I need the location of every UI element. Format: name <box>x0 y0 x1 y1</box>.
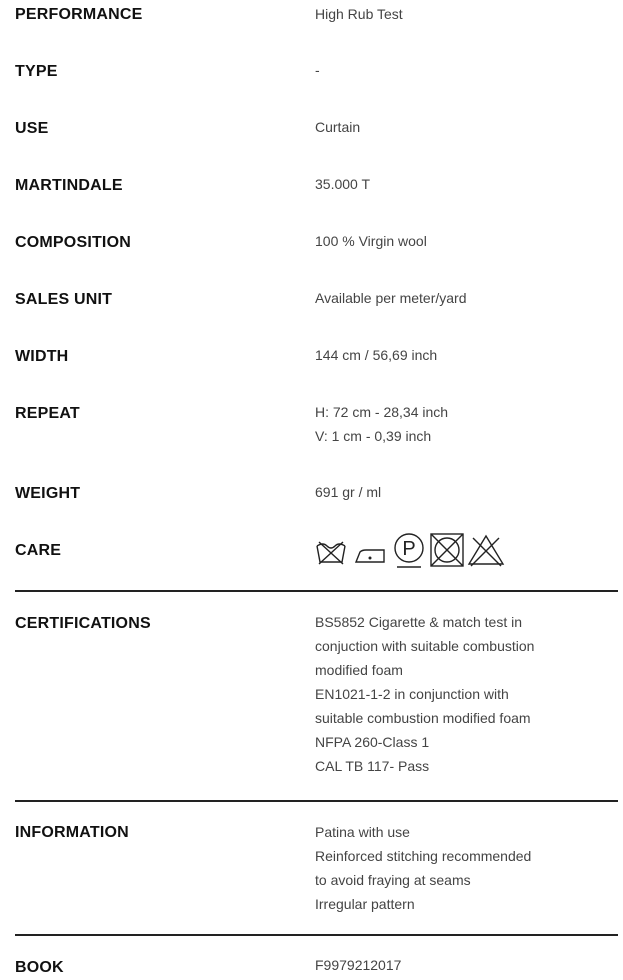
spec-value-line: NFPA 260-Class 1 <box>315 734 430 750</box>
spec-value-line: - <box>315 62 320 78</box>
spec-value: F9979212017 <box>315 957 402 973</box>
dry-clean-p-icon <box>391 530 427 570</box>
spec-value-line: CAL TB 117- Pass <box>315 758 430 774</box>
do-not-wash-icon <box>315 532 347 568</box>
do-not-tumble-dry-icon <box>429 532 465 568</box>
spec-value <box>315 58 615 82</box>
spec-label: CERTIFICATIONS <box>15 615 151 632</box>
spec-value-line: 35.000 T <box>315 176 371 192</box>
spec-value <box>315 115 615 139</box>
spec-label: MARTINDALE <box>15 177 123 194</box>
spec-label: WIDTH <box>15 348 69 365</box>
spec-value <box>315 2 615 26</box>
spec-label: BOOK <box>15 959 64 976</box>
spec-value-line: Irregular pattern <box>315 896 415 912</box>
spec-value-line: EN1021-1-2 in conjunction with <box>315 686 509 702</box>
spec-value-line: V: 1 cm - 0,39 inch <box>315 428 432 444</box>
spec-value-line: High Rub Test <box>315 6 403 22</box>
divider <box>15 800 618 802</box>
divider <box>15 590 618 592</box>
spec-label: COMPOSITION <box>15 234 131 251</box>
spec-value <box>315 610 615 778</box>
spec-value <box>315 343 615 367</box>
spec-label: SALES UNIT <box>15 291 113 308</box>
spec-value <box>315 480 615 504</box>
spec-label: INFORMATION <box>15 824 129 841</box>
spec-label: WEIGHT <box>15 485 81 502</box>
spec-value <box>315 172 615 196</box>
spec-label: REPEAT <box>15 405 80 422</box>
svg-text:P: P <box>402 538 416 560</box>
spec-value-line: 691 gr / ml <box>315 484 382 500</box>
spec-value <box>315 286 615 310</box>
spec-label: USE <box>15 120 49 137</box>
spec-value-line: 100 % Virgin wool <box>315 233 427 249</box>
spec-value-line: BS5852 Cigarette & match test in <box>315 614 522 630</box>
spec-value-line: Patina with use <box>315 824 410 840</box>
spec-value-line: modified foam <box>315 662 403 678</box>
spec-value-line: Curtain <box>315 119 361 135</box>
spec-label: TYPE <box>15 63 58 80</box>
spec-value-line: H: 72 cm - 28,34 inch <box>315 404 449 420</box>
spec-value-line: suitable combustion modified foam <box>315 710 531 726</box>
spec-label: CARE <box>15 542 62 559</box>
divider <box>15 934 618 936</box>
spec-value-line: conjuction with suitable combustion <box>315 638 535 654</box>
spec-value-line: 144 cm / 56,69 inch <box>315 347 438 363</box>
spec-value <box>315 820 615 916</box>
care-icons <box>315 530 505 570</box>
spec-value <box>315 229 615 253</box>
iron-low-icon <box>353 532 387 568</box>
spec-value-line: Reinforced stitching recommended <box>315 848 532 864</box>
spec-value <box>315 400 615 448</box>
spec-label: PERFORMANCE <box>15 6 143 23</box>
spec-value-line: Available per meter/yard <box>315 290 467 306</box>
spec-value-line: to avoid fraying at seams <box>315 872 471 888</box>
do-not-bleach-icon <box>467 532 505 568</box>
